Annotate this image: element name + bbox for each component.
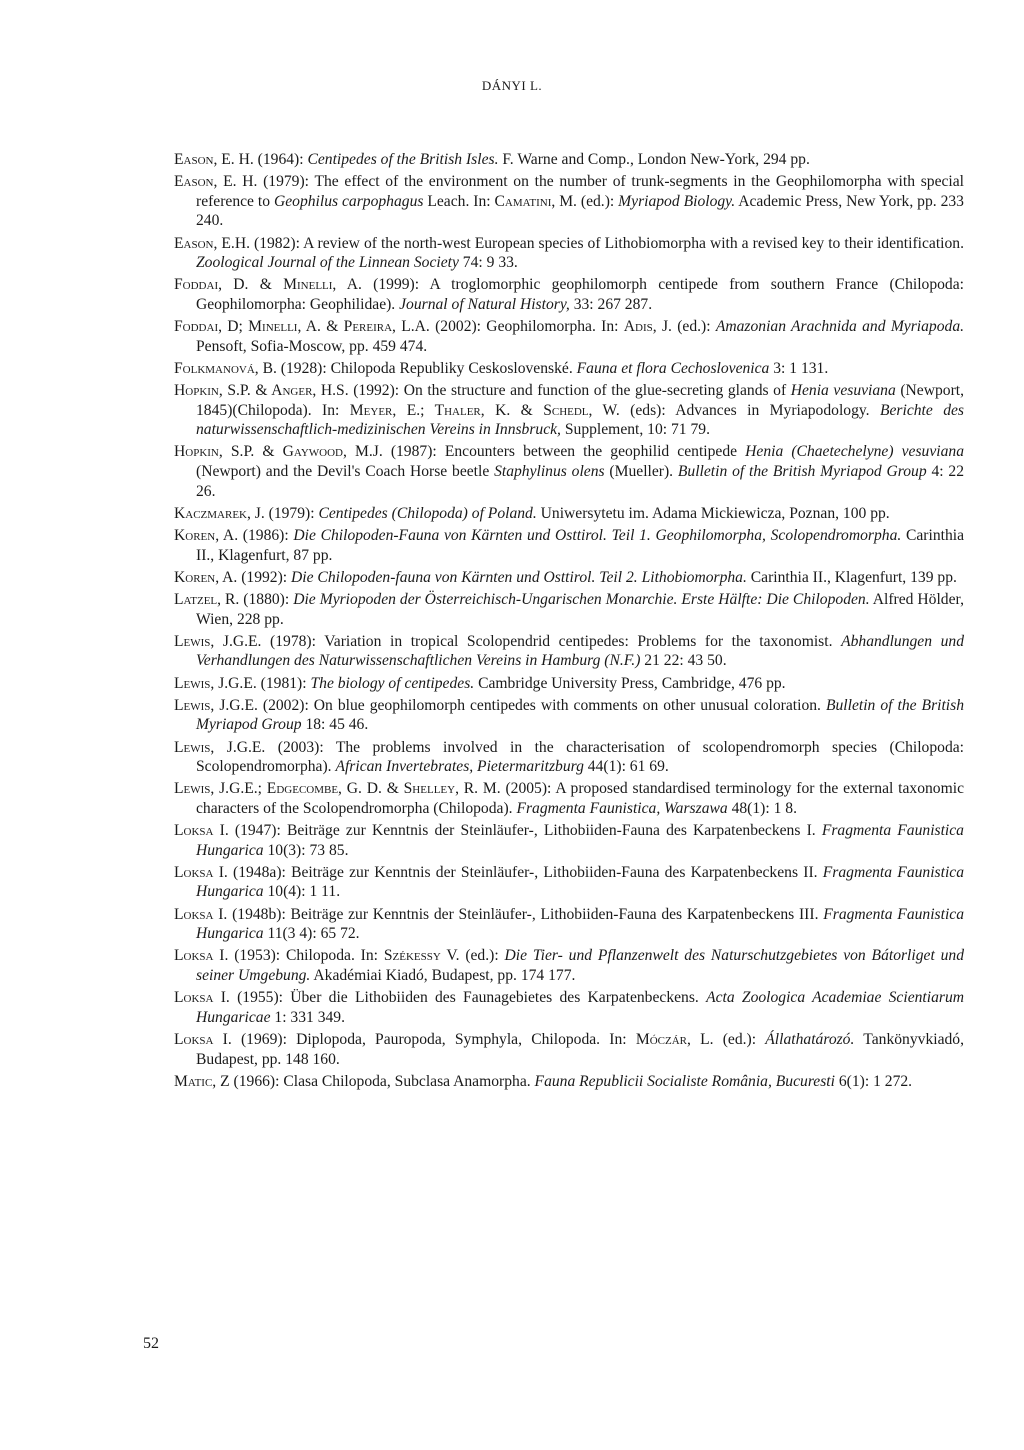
reference-authors: Foddai, D. & Minelli, A. <box>174 276 362 294</box>
reference-text: (1981): <box>256 674 311 692</box>
reference-authors: Loksa I. <box>174 947 229 965</box>
reference-text: (1948a): Beiträge zur Kenntnis der Steinläufer-, Lithobiiden-Fauna des Karpatenbeckens II. <box>227 863 823 881</box>
reference-title: Bulletin of the British Myriapod Group <box>677 463 927 481</box>
reference-text: 48(1): 1 8. <box>727 799 797 817</box>
reference-text: (eds): Advances in Myriapodology. <box>619 401 880 419</box>
reference-text: (ed.): <box>459 947 505 965</box>
reference-text: 10(3): 73 85. <box>263 841 349 859</box>
reference-authors: Matic, Z <box>174 1072 230 1090</box>
reference-text: 1: 331 349. <box>270 1008 346 1026</box>
reference-authors: Székessy V. <box>383 947 460 965</box>
reference-entry <box>174 359 964 379</box>
reference-authors: Lewis, J.G.E. <box>174 632 262 650</box>
reference-text: (1986): <box>238 527 294 545</box>
reference-authors: Adis, J. <box>623 318 672 336</box>
reference-entry <box>174 317 964 356</box>
reference-entry <box>174 1072 964 1092</box>
reference-text: Carinthia II., Klagenfurt, 87 pp. <box>196 527 964 564</box>
running-head: DÁNYI L. <box>481 78 543 93</box>
reference-text: 10(4): 1 11. <box>263 883 341 901</box>
reference-authors: Meyer, E.; Thaler, K. & Schedl, W. <box>349 401 620 419</box>
reference-entry <box>174 526 964 565</box>
reference-entry <box>174 1030 964 1069</box>
reference-text: (2005): A proposed standardised terminology for the external taxonomic characters of the Scolopendromorpha (Chilopoda). <box>196 780 964 817</box>
reference-entry <box>174 275 964 314</box>
reference-authors: Lewis, J.G.E. <box>174 696 258 714</box>
reference-authors: Camatini, M. <box>494 192 577 210</box>
reference-entry <box>174 172 964 231</box>
reference-authors: Foddai, D; Minelli, A. & Pereira, L.A. <box>174 318 430 336</box>
reference-title: Fragmenta Faunistica Hungarica <box>196 905 964 943</box>
reference-title: Centipedes of the British Isles. <box>307 151 499 168</box>
reference-title: African Invertebrates, Pietermaritzburg <box>335 758 584 776</box>
reference-authors: Loksa I. <box>174 1031 232 1048</box>
reference-text: (1969): Diplopoda, Pauropoda, Symphyla, Chilopoda. In: <box>231 1031 636 1048</box>
reference-title: Myriapod Biology. <box>618 192 736 210</box>
reference-text: (1966): Clasa Chilopoda, Subclasa Anamorpha. <box>229 1072 535 1090</box>
reference-authors: Eason, E.H. <box>174 234 250 252</box>
reference-text: Tankönyvkiadó, Budapest, pp. 148 160. <box>196 1031 964 1068</box>
reference-title: Die Tier- und Pflanzenwelt des Naturschutzgebietes von Bátorliget und seiner Umgebung. <box>196 947 964 985</box>
reference-title: Berichte des naturwissenschaftlich-medizinischen Vereins in Innsbruck, <box>196 401 965 439</box>
reference-text: Academic Press, New York, pp. 233 240. <box>196 192 964 230</box>
reference-entry <box>174 821 964 860</box>
reference-title: Die Chilopoden-fauna von Kärnten und Osttirol. Teil 2. Lithobiomorpha. <box>291 568 747 586</box>
reference-text: (1880): <box>239 591 294 608</box>
reference-authors: Loksa I. <box>174 822 229 840</box>
reference-text: 33: 267 287. <box>569 295 653 313</box>
reference-authors: Móczár, L. <box>635 1031 714 1048</box>
reference-text: 4: 22 26. <box>196 463 965 500</box>
reference-title: Staphylinus olens <box>494 463 605 481</box>
reference-text: 18: 45 46. <box>301 716 369 734</box>
reference-text: (1982): A review of the north-west European species of Lithobiomorpha with a revised key to their identification. <box>249 234 965 252</box>
reference-authors: Loksa I. <box>174 989 230 1007</box>
reference-title: Fragmenta Faunistica, Warszawa <box>516 799 728 817</box>
reference-text: (2003): The problems involved in the characterisation of scolopendromorph species (Chilopoda: Scolopendromorpha). <box>196 738 964 776</box>
reference-text: (1999): A troglomorphic geophilomorph centipede from southern France (Chilopoda: Geophilomorpha: Geophilidae). <box>196 276 964 313</box>
reference-entry <box>174 442 964 501</box>
reference-text: 11(3 4): 65 72. <box>263 925 360 943</box>
reference-text: (1964): <box>253 151 308 168</box>
reference-text: (Mueller). <box>604 463 678 481</box>
reference-entry <box>174 590 964 629</box>
reference-title: Fragmenta Faunistica Hungarica <box>196 863 964 901</box>
page-number: 52 <box>143 1335 159 1352</box>
reference-text: Pensoft, Sofia-Moscow, pp. 459 474. <box>196 337 428 355</box>
reference-authors: Eason, E. H. <box>174 173 258 191</box>
reference-text: 21 22: 43 50. <box>640 652 727 670</box>
reference-authors: Koren, A. <box>174 568 238 586</box>
reference-entry <box>174 905 964 944</box>
reference-authors: Hopkin, S.P. & Anger, H.S. <box>174 382 349 400</box>
reference-authors: Loksa I. <box>174 863 228 881</box>
reference-title: Henia (Chaetechelyne) vesuviana <box>745 443 964 461</box>
reference-text: F. Warne and Comp., London New-York, 294 pp. <box>498 151 810 168</box>
reference-text: (1948b): Beiträge zur Kenntnis der Steinläufer-, Lithobiiden-Fauna des Karpatenbeckens III. <box>227 905 824 923</box>
reference-text: (1979): The effect of the environment on the number of trunk-segments in the Geophilomorpha with special reference to <box>196 173 964 210</box>
reference-text: (1978): Variation in tropical Scolopendrid centipedes: Problems for the taxonomist. <box>261 632 842 650</box>
reference-text: (ed.): <box>671 318 716 336</box>
reference-text: (2002): On blue geophilomorph centipedes with comments on other unusual coloration. <box>257 696 826 714</box>
reference-authors: Koren, A. <box>174 527 239 545</box>
reference-title: Bulletin of the British Myriapod Group <box>196 696 964 734</box>
reference-title: Állathatározó. <box>765 1031 855 1048</box>
reference-title: Geophilus carpophagus <box>273 192 424 210</box>
reference-entry <box>174 738 964 777</box>
reference-title: Amazonian Arachnida and Myriapoda. <box>715 318 965 336</box>
reference-title: The biology of centipedes. <box>310 674 475 692</box>
reference-text: Uniwersytetu im. Adama Mickiewicza, Poznan, 100 pp. <box>536 504 890 522</box>
reference-list <box>174 150 964 1094</box>
reference-title: Acta Zoologica Academiae Scientiarum Hungaricae <box>196 989 964 1026</box>
reference-text: (1947): Beiträge zur Kenntnis der Steinläufer-, Lithobiiden-Fauna des Karpatenbeckens I. <box>228 822 822 840</box>
reference-entry <box>174 504 964 524</box>
reference-text: Supplement, 10: 71 79. <box>560 421 710 439</box>
reference-title: Fauna et flora Cechoslovenica <box>576 359 770 377</box>
reference-text: Leach. In: <box>423 192 495 210</box>
reference-authors: Eason, E. H. <box>174 151 254 168</box>
reference-authors: Latzel, R. <box>174 591 240 608</box>
reference-authors: Lewis, J.G.E. <box>174 674 257 692</box>
reference-title: Zoological Journal of the Linnean Society <box>196 254 459 272</box>
reference-entry <box>174 234 964 273</box>
reference-text: (1987): Encounters between the geophilid centipede <box>382 443 746 461</box>
reference-title: Centipedes (Chilopoda) of Poland. <box>318 504 537 522</box>
reference-entry <box>174 632 964 671</box>
reference-entry <box>174 696 964 735</box>
reference-text: (1979): <box>264 504 319 522</box>
reference-title: Abhandlungen und Verhandlungen des Naturwissenschaftlichen Vereins in Hamburg (N.F.) <box>196 632 965 670</box>
reference-entry <box>174 674 964 694</box>
reference-title: Die Myriopoden der Österreichisch-Ungarischen Monarchie. Erste Hälfte: Die Chilopoden. <box>293 591 870 608</box>
reference-text: (Newport, 1845)(Chilopoda). In: <box>196 382 965 419</box>
reference-text: (1992): On the structure and function of the glue-secreting glands of <box>348 382 791 400</box>
reference-title: Die Chilopoden-Fauna von Kärnten und Osttirol. Teil 1. Geophilomorpha, Scolopendromorpha. <box>293 527 902 545</box>
reference-text: (Newport) and the Devil's Coach Horse beetle <box>196 463 495 481</box>
reference-text: (1953): Chilopoda. In: <box>228 947 384 965</box>
reference-entry <box>174 946 964 985</box>
reference-text: (2002): Geophilomorpha. In: <box>429 318 624 336</box>
reference-text: Cambridge University Press, Cambridge, 476 pp. <box>474 674 786 692</box>
reference-entry <box>174 568 964 588</box>
reference-entry <box>174 863 964 902</box>
reference-text: 6(1): 1 272. <box>834 1072 913 1090</box>
reference-entry <box>174 988 964 1027</box>
reference-title: Fauna Republicii Socialiste România, Bucuresti <box>534 1072 835 1090</box>
reference-authors: Lewis, J.G.E.; Edgecombe, G. D. & Shelley, R. M. <box>174 780 501 798</box>
reference-text: Alfred Hölder, Wien, 228 pp. <box>196 591 964 628</box>
reference-text: 44(1): 61 69. <box>583 758 669 776</box>
reference-authors: Loksa I. <box>174 905 228 923</box>
reference-text: (1928): Chilopoda Republiky Ceskoslovenské. <box>276 359 577 377</box>
reference-title: Journal of Natural History, <box>399 295 570 313</box>
reference-authors: Lewis, J.G.E. <box>174 738 266 756</box>
reference-text: Akadémiai Kiadó, Budapest, pp. 174 177. <box>310 967 576 985</box>
reference-title: Henia vesuviana <box>790 382 896 400</box>
reference-entry <box>174 779 964 818</box>
reference-text: 74: 9 33. <box>458 254 518 272</box>
reference-text: (ed.): <box>576 192 619 210</box>
reference-authors: Hopkin, S.P. & Gaywood, M.J. <box>174 443 383 461</box>
reference-text: (ed.): <box>713 1031 766 1048</box>
reference-entry <box>174 381 964 440</box>
reference-text: (1992): <box>237 568 292 586</box>
reference-authors: Kaczmarek, J. <box>174 504 265 522</box>
reference-text: 3: 1 131. <box>769 359 829 377</box>
reference-text: Carinthia II., Klagenfurt, 139 pp. <box>746 568 957 586</box>
reference-title: Fragmenta Faunistica Hungarica <box>196 822 964 859</box>
reference-entry <box>174 150 964 170</box>
reference-text: (1955): Über die Lithobiiden des Faunagebietes des Karpatenbeckens. <box>229 989 707 1007</box>
reference-authors: Folkmanová, B. <box>174 359 277 377</box>
